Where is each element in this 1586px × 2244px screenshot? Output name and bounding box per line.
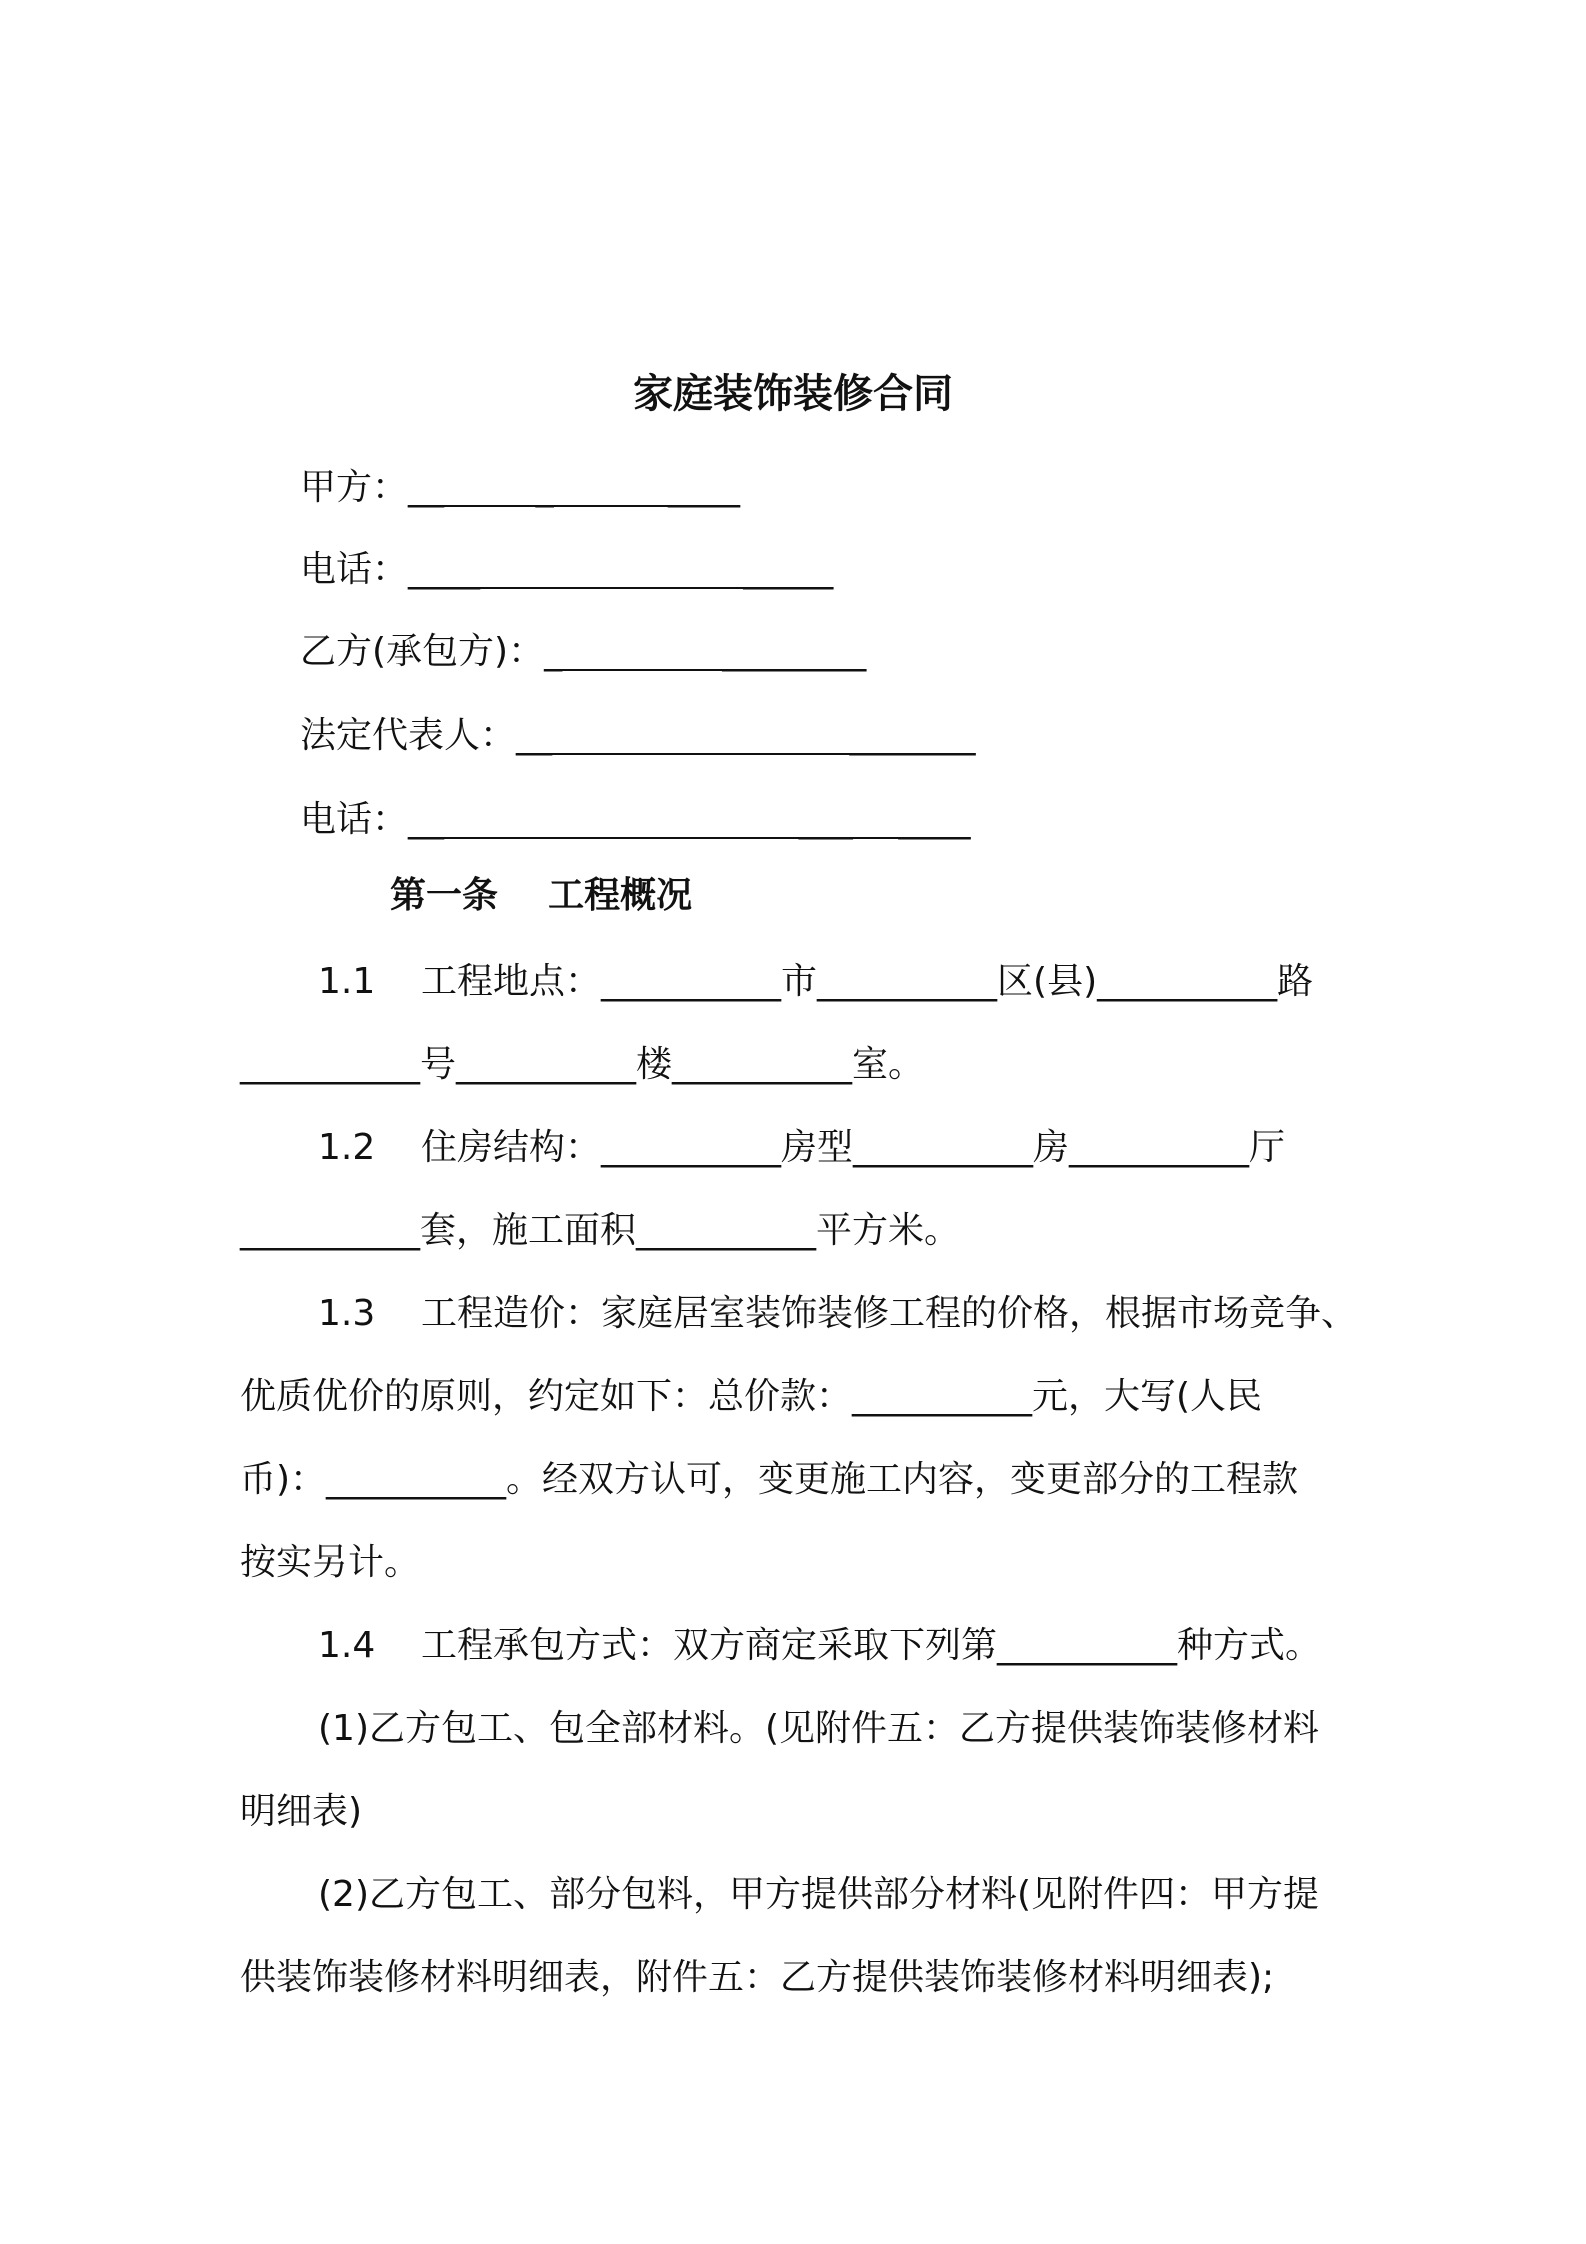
clause-1-3-line-4: 按实另计。 (240, 1542, 421, 1583)
party-b-phone-label: 电话： (300, 799, 409, 840)
option-1-line-2: 明细表) (240, 1791, 363, 1832)
legal-rep-field (300, 714, 976, 758)
clause-1-1-line-2: __________号__________楼__________室。 (240, 1044, 924, 1085)
document-title: 家庭装饰装修合同 (633, 371, 953, 417)
clause-1-2-line-1: 1.2 住房结构：__________房型__________房__________厅 (318, 1127, 1286, 1168)
option-2-line-1: (2)乙方包工、部分包料，甲方提供部分材料(见附件四：甲方提 (318, 1874, 1320, 1915)
party-a-field (300, 466, 740, 510)
clause-1-1-line-1: 1.1 工程地点：__________市__________区(县)__________路 (318, 961, 1314, 1002)
clause-1-3-line-1: 1.3 工程造价：家庭居室装饰装修工程的价格，根据市场竞争、 (318, 1293, 1358, 1334)
party-a-phone-label: 电话： (300, 549, 409, 590)
clause-1-3-line-3: 币)：__________。经双方认可，变更施工内容，变更部分的工程款 (240, 1459, 1299, 1500)
party-b-phone-field (300, 798, 971, 842)
party-b-field (300, 630, 866, 674)
party-b-blank: _ ________ (544, 631, 867, 672)
party-a-phone-blank: ____ _____ (408, 549, 834, 590)
party-a-phone-field (300, 548, 833, 592)
option-1-line-1: (1)乙方包工、包全部材料。(见附件五：乙方提供装饰装修材料 (318, 1708, 1320, 1749)
legal-rep-label: 法定代表人： (300, 715, 517, 756)
party-a-label: 甲方： (300, 467, 409, 508)
clause-1-4-line-1: 1.4 工程承包方式：双方商定采取下列第__________种方式。 (318, 1625, 1322, 1666)
legal-rep-blank: __ _______ (516, 715, 976, 756)
clause-1-2-line-2: __________套，施工面积__________平方米。 (240, 1210, 961, 1251)
party-a-blank: __ _ ____ (408, 467, 740, 508)
party-b-label: 乙方(承包方)： (300, 631, 545, 672)
option-2-line-2: 供装饰装修材料明细表，附件五：乙方提供装饰装修材料明细表); (240, 1957, 1275, 1998)
party-b-phone-blank: __ ___ ____ (408, 799, 971, 840)
section-heading: 第一条 工程概况 (390, 875, 693, 916)
clause-1-3-line-2: 优质优价的原则，约定如下：总价款：__________元，大写(人民 (240, 1376, 1263, 1417)
